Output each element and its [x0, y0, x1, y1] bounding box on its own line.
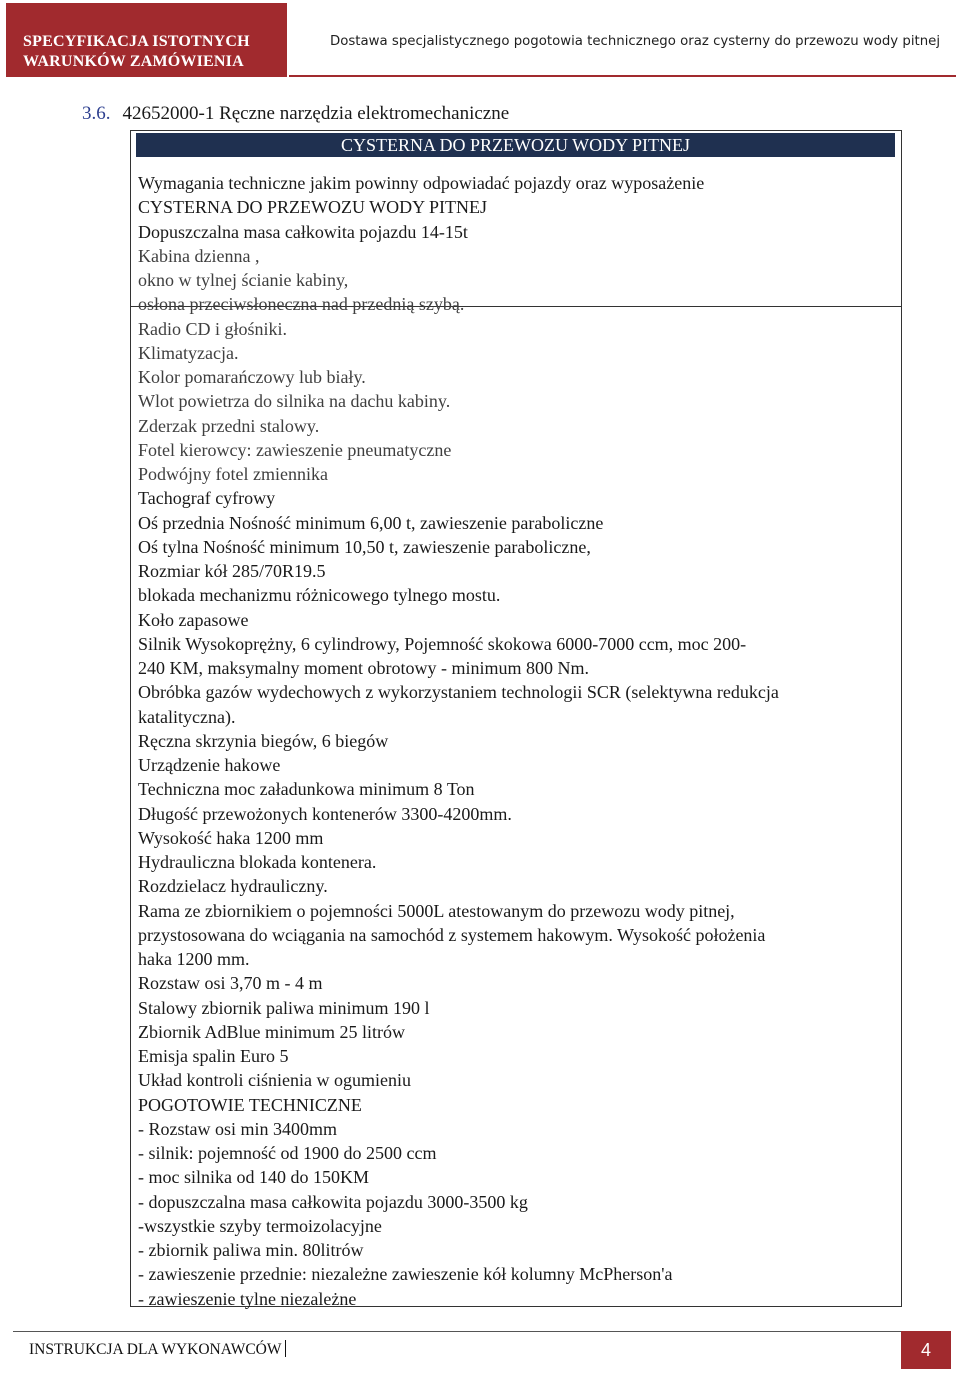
- document-header-badge: [6, 3, 287, 77]
- spec-line: Długość przewożonych kontenerów 3300-4200mm.: [138, 803, 512, 824]
- footer-separator: [285, 1340, 287, 1357]
- spec-line: Koło zapasowe: [138, 609, 249, 630]
- footer-label: [29, 1340, 286, 1359]
- spec-line: - zawieszenie tylne niezależne: [138, 1288, 357, 1309]
- spec-line: Stalowy zbiornik paliwa minimum 190 l: [138, 997, 430, 1018]
- spec-line: Zbiornik AdBlue minimum 25 litrów: [138, 1021, 405, 1042]
- spec-line: Rozstaw osi 3,70 m - 4 m: [138, 973, 323, 994]
- spec-line: katalityczna).: [138, 706, 236, 727]
- spec-line: Dopuszczalna masa całkowita pojazdu 14-15t: [138, 221, 468, 242]
- section-heading: [82, 103, 509, 125]
- spec-line: osłona przeciwsłoneczna nad przednią szybą.: [138, 294, 465, 315]
- spec-line: - silnik: pojemność od 1900 do 2500 ccm: [138, 1143, 437, 1163]
- spec-line: - zbiornik paliwa min. 80litrów: [138, 1240, 364, 1260]
- spec-line: Zderzak przedni stalowy.: [138, 415, 320, 436]
- spec-line: Rozmiar kół 285/70R19.5: [138, 561, 326, 581]
- header-badge-line-2: WARUNKÓW ZAMÓWIENIA: [23, 53, 244, 70]
- footer-divider: [13, 1331, 901, 1332]
- spec-line: -wszystkie szyby termoizolacyjne: [138, 1215, 382, 1236]
- document-subtitle: Dostawa specjalistycznego pogotowia technicznego oraz cysterny do przewozu wody pitnej: [330, 34, 941, 49]
- spec-line: Fotel kierowcy: zawieszenie pneumatyczne: [138, 439, 452, 460]
- spec-line: Emisja spalin Euro 5: [138, 1046, 289, 1066]
- section-number: 3.6.: [82, 103, 111, 124]
- spec-line: blokada mechanizmu różnicowego tylnego mostu.: [138, 585, 501, 606]
- header-badge-line-1: SPECYFIKACJA ISTOTNYCH: [23, 33, 250, 50]
- spec-line: - dopuszczalna masa całkowita pojazdu 3000-3500 kg: [138, 1191, 528, 1212]
- spec-requirements-list: [138, 171, 898, 1311]
- spec-line: 240 KM, maksymalny moment obrotowy - minimum 800 Nm.: [138, 658, 589, 678]
- spec-line: Hydrauliczna blokada kontenera.: [138, 852, 377, 872]
- spec-line: Obróbka gazów wydechowych z wykorzystaniem technologii SCR (selektywna redukcja: [138, 682, 779, 703]
- spec-line: - zawieszenie przednie: niezależne zawieszenie kół kolumny McPherson'a: [138, 1264, 673, 1285]
- spec-line: Rama ze zbiornikiem o pojemności 5000L atestowanym do przewozu wody pitnej,: [138, 900, 735, 921]
- spec-line: Klimatyzacja.: [138, 342, 239, 363]
- spec-line: Radio CD i głośniki.: [138, 318, 288, 339]
- spec-line: Układ kontroli ciśnienia w ogumieniu: [138, 1070, 411, 1091]
- spec-line: - moc silnika od 140 do 150KM: [138, 1167, 369, 1188]
- header-divider: [289, 75, 956, 77]
- spec-line: Podwójny fotel zmiennika: [138, 464, 328, 484]
- spec-line: przystosowana do wciągania na samochód z systemem hakowym. Wysokość położenia: [138, 924, 766, 945]
- page-number: 4: [901, 1331, 951, 1369]
- section-title: 42652000-1 Ręczne narzędzia elektromechaniczne: [122, 103, 510, 124]
- spec-table-title: CYSTERNA DO PRZEWOZU WODY PITNEJ: [136, 133, 895, 157]
- spec-line: Ręczna skrzynia biegów, 6 biegów: [138, 730, 389, 751]
- spec-line: Wymagania techniczne jakim powinny odpowiadać pojazdy oraz wyposażenie: [138, 173, 705, 193]
- spec-line: Wlot powietrza do silnika na dachu kabiny.: [138, 391, 451, 412]
- spec-line: Rozdzielacz hydrauliczny.: [138, 876, 328, 897]
- spec-line: CYSTERNA DO PRZEWOZU WODY PITNEJ: [138, 197, 487, 218]
- spec-line: okno w tylnej ścianie kabiny,: [138, 270, 349, 290]
- spec-line: Oś przednia Nośność minimum 6,00 t, zawieszenie paraboliczne: [138, 512, 604, 533]
- spec-line: Techniczna moc załadunkowa minimum 8 Ton: [138, 779, 475, 800]
- spec-line: Oś tylna Nośność minimum 10,50 t, zawieszenie paraboliczne,: [138, 536, 591, 557]
- spec-line: Urządzenie hakowe: [138, 755, 281, 775]
- spec-line: Kolor pomarańczowy lub biały.: [138, 367, 366, 387]
- footer-label-text: INSTRUKCJA DLA WYKONAWCÓW: [29, 1341, 282, 1358]
- spec-line: Kabina dzienna ,: [138, 245, 260, 266]
- spec-line: Silnik Wysokoprężny, 6 cylindrowy, Pojemność skokowa 6000-7000 ccm, moc 200-: [138, 633, 747, 654]
- spec-line: Wysokość haka 1200 mm: [138, 827, 324, 848]
- spec-line: POGOTOWIE TECHNICZNE: [138, 1094, 362, 1115]
- spec-line: - Rozstaw osi min 3400mm: [138, 1118, 337, 1139]
- spec-line: Tachograf cyfrowy: [138, 488, 276, 509]
- spec-line: haka 1200 mm.: [138, 949, 250, 969]
